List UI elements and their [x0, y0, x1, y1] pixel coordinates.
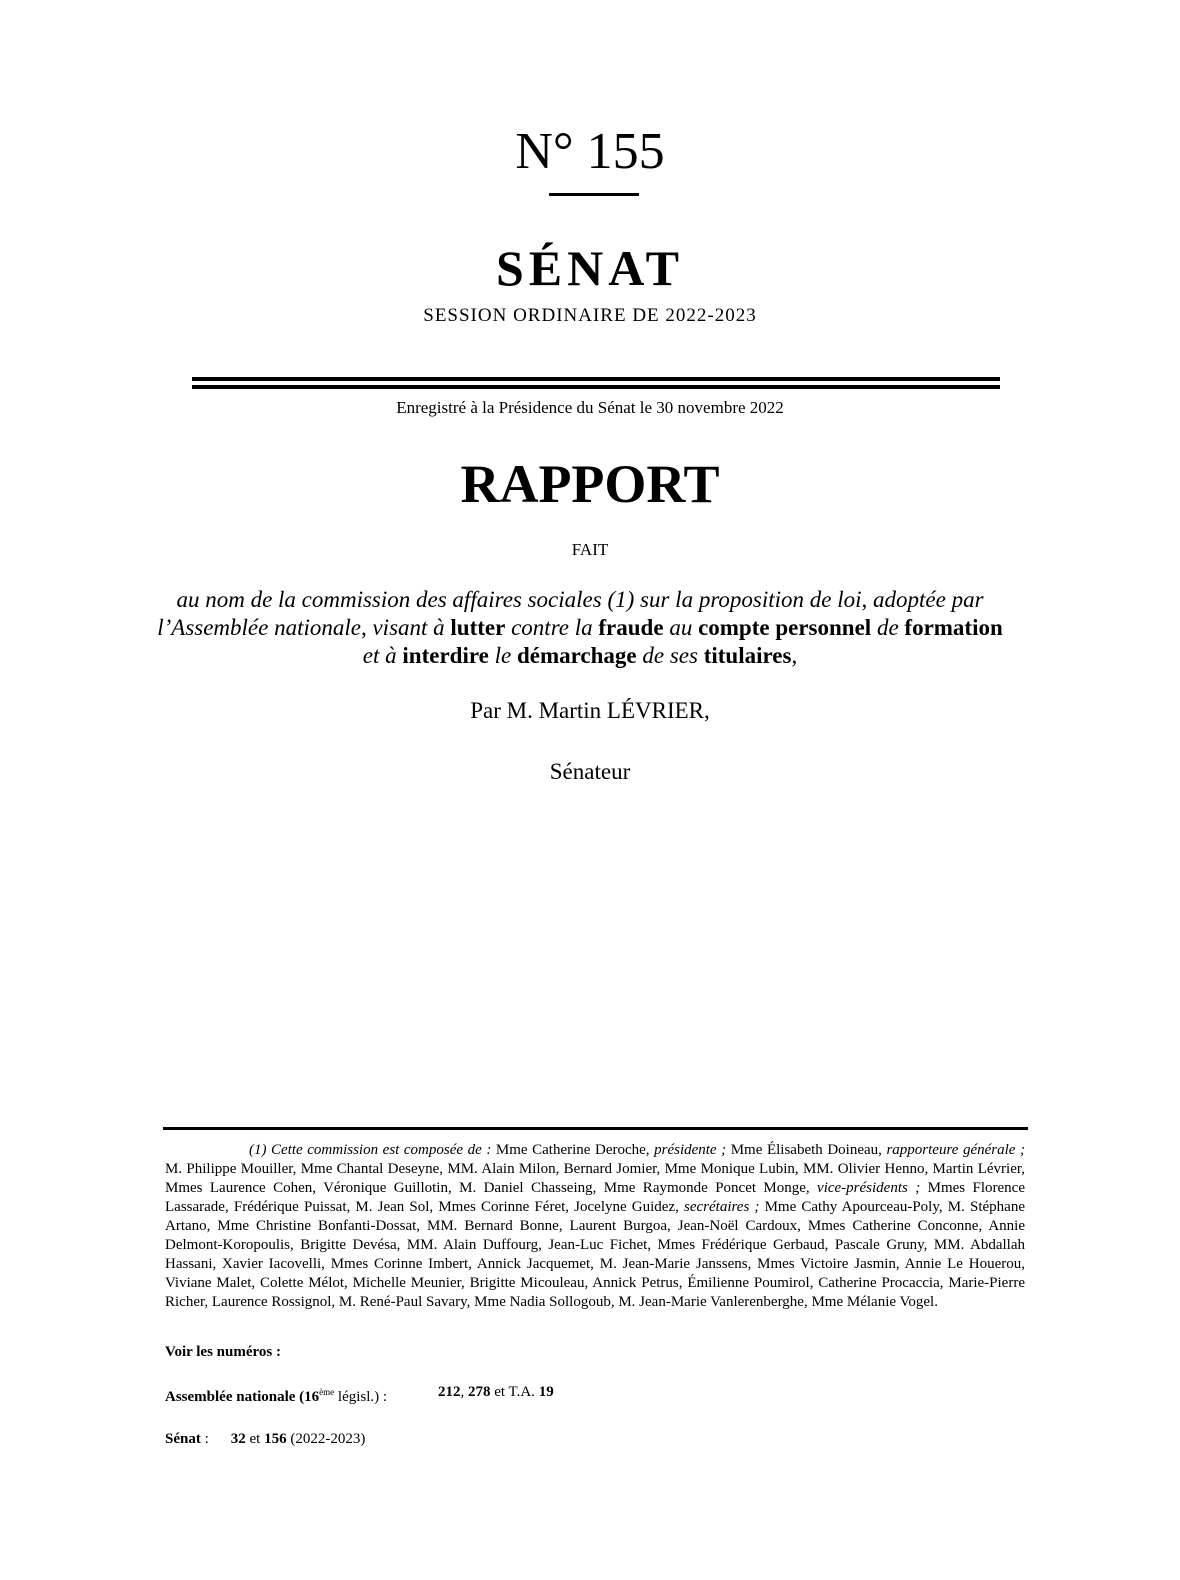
document-number: N° 155 [515, 123, 665, 180]
double-rule-bottom [192, 385, 1000, 389]
assemblee-reference-numbers: 212, 278 et T.A. 19 [438, 1384, 554, 1400]
registration-line: Enregistré à la Présidence du Sénat le 30 novembre 2022 [396, 398, 784, 417]
senat-reference: Sénat : 32 et 156 (2022-2023) [165, 1431, 366, 1447]
assemblee-reference-label: Assemblée nationale (16ème législ.) : [165, 1387, 388, 1405]
commission-footnote: (1) Cette commission est composée de : Mme Catherine Deroche, présidente ; Mme Élisabeth Doineau, rapporteure générale ; M. Philippe Mouiller, Mme Chantal Deseyne, MM. Alain Milon, Bernard Jomier, Mme Monique Lubin, MM. Olivier Henno, Martin Lévrier, Mmes Laurence Cohen, Véronique Guillotin, M. Daniel Chasseing, Mme Raymonde Poncet Monge, vice-présidents ; Mmes Florence Lassarade, Frédérique Puissat, M. Jean Sol, Mmes Corinne Féret, Jocelyne Guidez, secrétaires ; Mme Cathy Apourceau-Poly, M. Stéphane Artano, Mme Christine Bonfanti-Dossat, MM. Bernard Bonne, Laurent Burgoa, Jean-Noël Cardoux, Mmes Catherine Conconne, Annie Delmont-Koropoulis, Brigitte Devésa, MM. Alain Duffourg, Jean-Luc Fichet, Mmes Frédérique Gerbaud, Pascale Gruny, MM. Abdallah Hassani, Xavier Iacovelli, Mmes Corinne Imbert, Annick Jacquemet, M. Jean-Marie Janssens, Mmes Victoire Jasmin, Annie Le Houerou, Viviane Malet, Colette Mélot, Michelle Meunier, Brigitte Micouleau, Annick Petrus, Émilienne Poumirol, Catherine Procaccia, Marie-Pierre Richer, Laurence Rossignol, M. René-Paul Savary, Mme Nadia Sollogoub, M. Jean-Marie Vanlerenberghe, Mme Mélanie Vogel. [165, 1142, 1026, 1310]
chamber-title: SÉNAT [495, 240, 684, 296]
report-title: RAPPORT [460, 454, 720, 514]
footnote-divider [163, 1127, 1028, 1130]
rapporteur-role: Sénateur [549, 759, 631, 784]
double-rule-top [192, 377, 1000, 381]
fait-label: FAIT [571, 540, 609, 559]
number-divider [549, 193, 639, 196]
see-numbers-label: Voir les numéros : [165, 1344, 281, 1360]
report-subject: au nom de la commission des affaires sociales (1) sur la proposition de loi, adoptée par l’Assemblée nationale, visant à lutter contre la fraude au compte personnel de formation et à interdire le démarchage de ses titulaires, [157, 587, 1003, 668]
session-line: SESSION ORDINAIRE DE 2022-2023 [423, 305, 757, 326]
rapporteur-line: Par M. Martin LÉVRIER, [470, 698, 710, 723]
